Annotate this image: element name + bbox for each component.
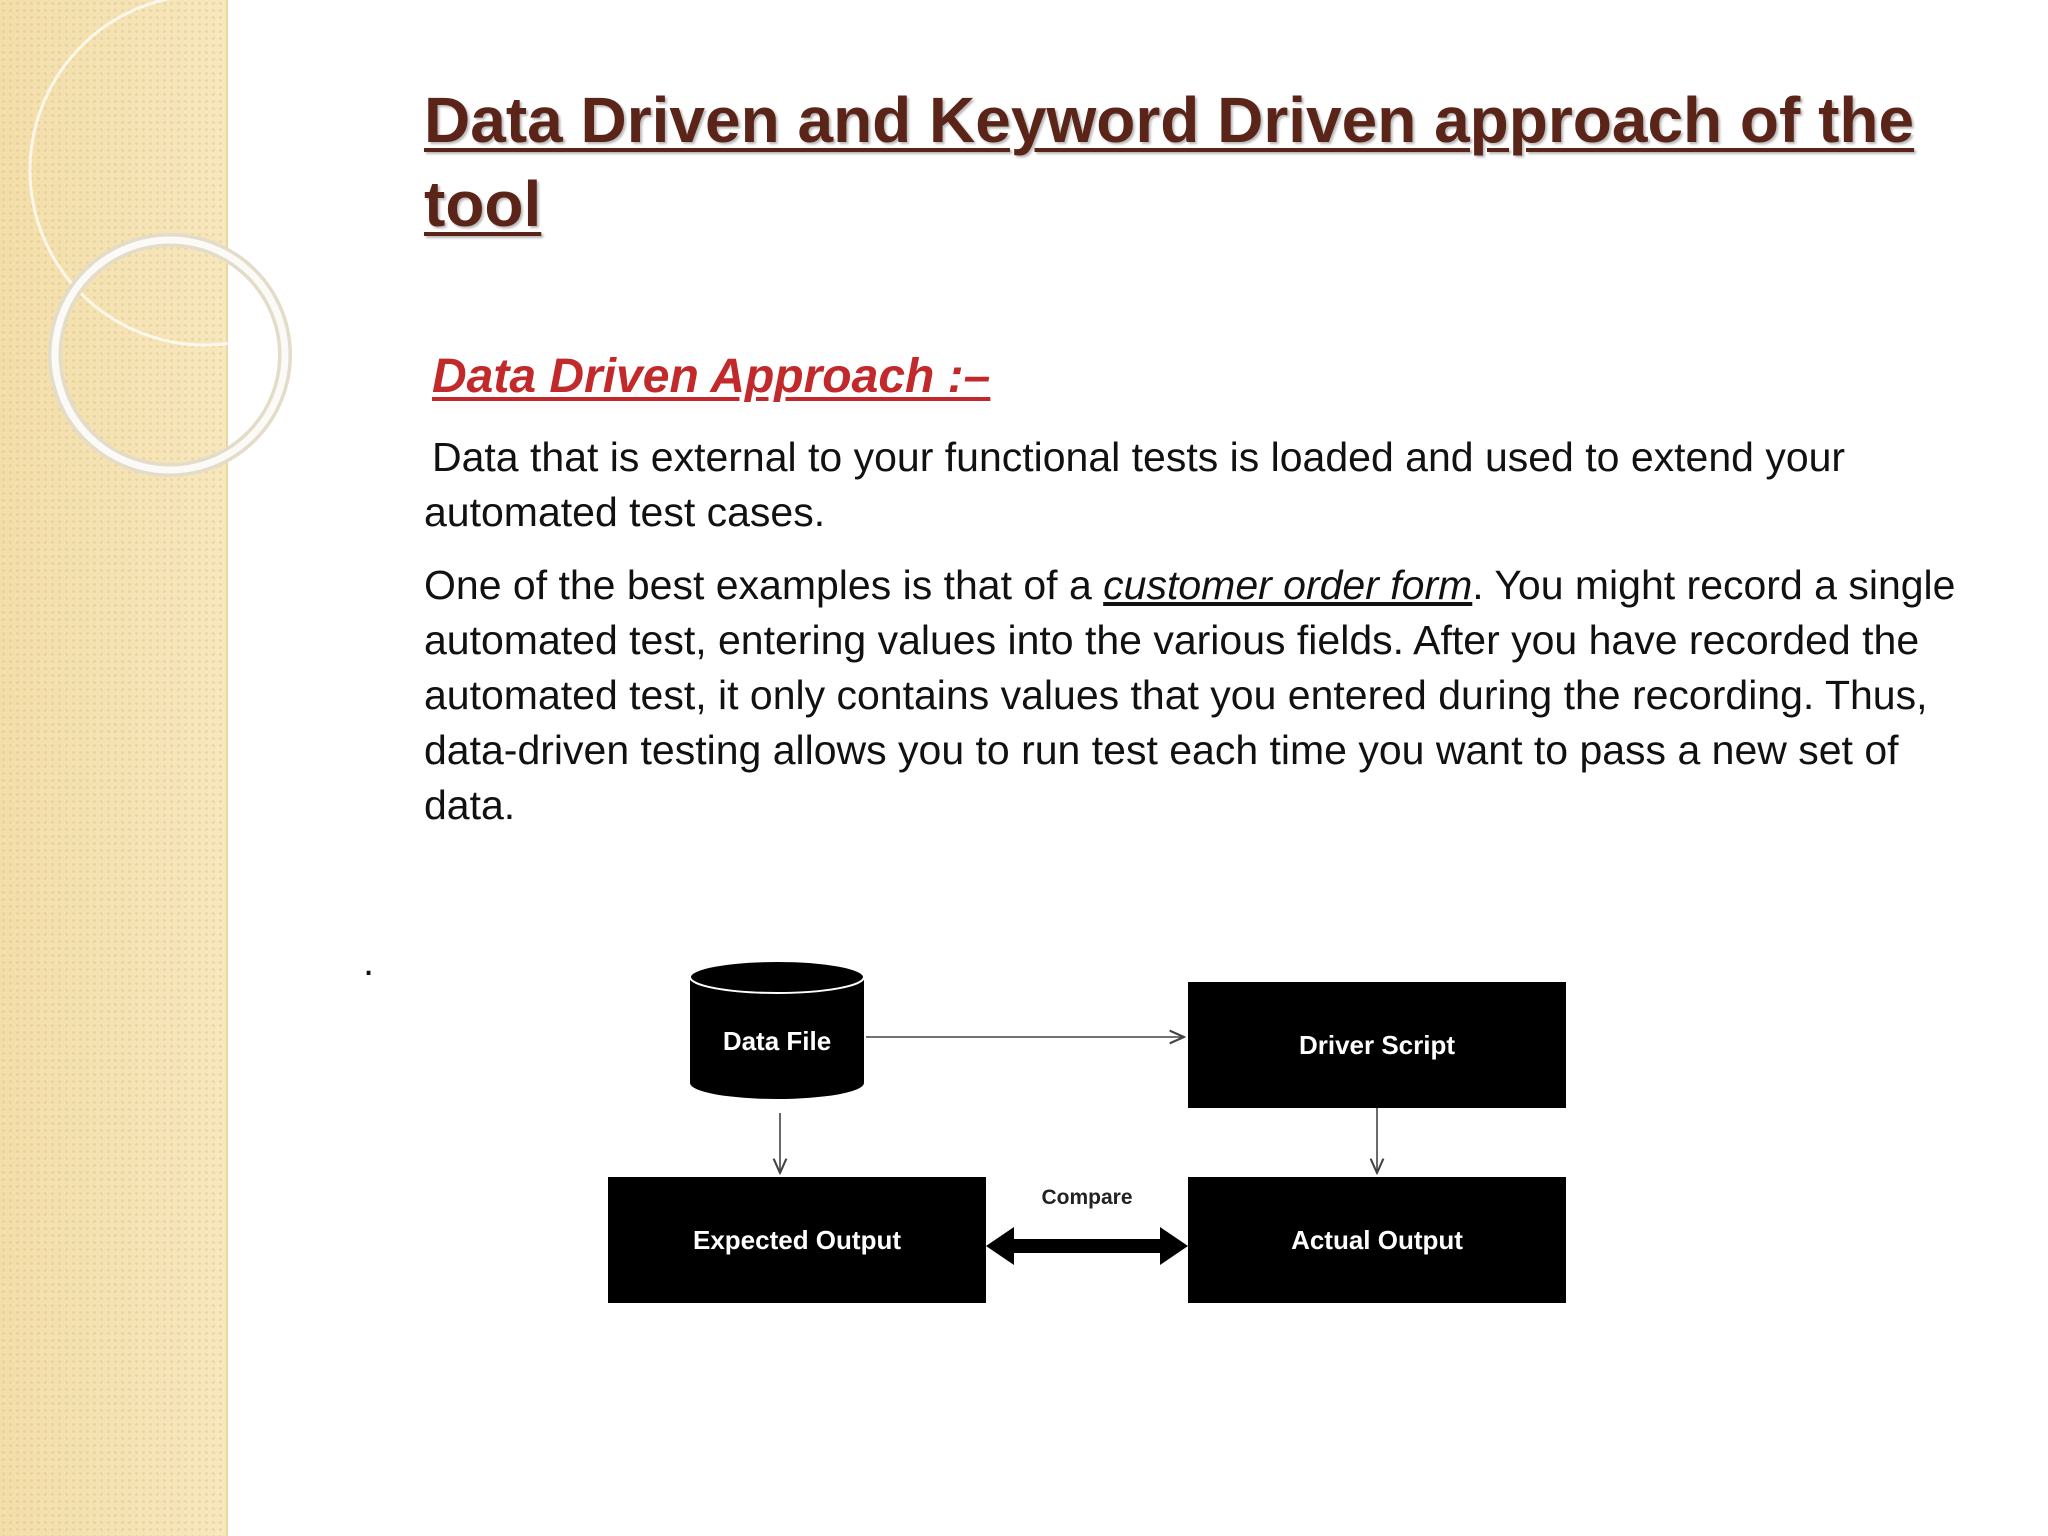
section-heading: Data Driven Approach :– <box>432 350 991 403</box>
actual-output-label: Actual Output <box>1291 1225 1463 1255</box>
large-ring <box>30 0 380 345</box>
data-file-node <box>690 961 864 1099</box>
expected-output-node <box>608 1177 986 1303</box>
example-text-start: One of the best examples is that of a <box>424 562 1104 608</box>
data-file-label: Data File <box>722 1026 832 1056</box>
slide-title: Data Driven and Keyword Driven approach of the tool <box>424 84 1915 240</box>
stray-dot: . <box>363 940 375 984</box>
compare-double-arrow <box>986 1227 1188 1265</box>
decorative-rings <box>0 0 300 520</box>
driver-script-label: Driver Script <box>1298 1030 1456 1060</box>
data-driven-diagram <box>590 955 1610 1325</box>
example-text-end: . You might record a single automated test, entering values into the various fields. After you have recorded the automated test, it only contains values that you entered during the recording. Thus, data-driven testing allows you to run test each time you want to pass a new set of data. <box>424 562 1956 828</box>
example-paragraph <box>424 558 1984 833</box>
driver-script-node <box>1188 982 1566 1108</box>
expected-output-label: Expected Output <box>692 1225 902 1255</box>
small-ring-inner <box>55 240 285 470</box>
compare-label: Compare <box>1041 1186 1133 1209</box>
actual-output-node <box>1188 1177 1566 1303</box>
customer-order-form-emphasis: customer order form <box>1103 562 1473 608</box>
intro-paragraph: Data that is external to your functional tests is loaded and used to extend your automated test cases. <box>424 434 1846 535</box>
